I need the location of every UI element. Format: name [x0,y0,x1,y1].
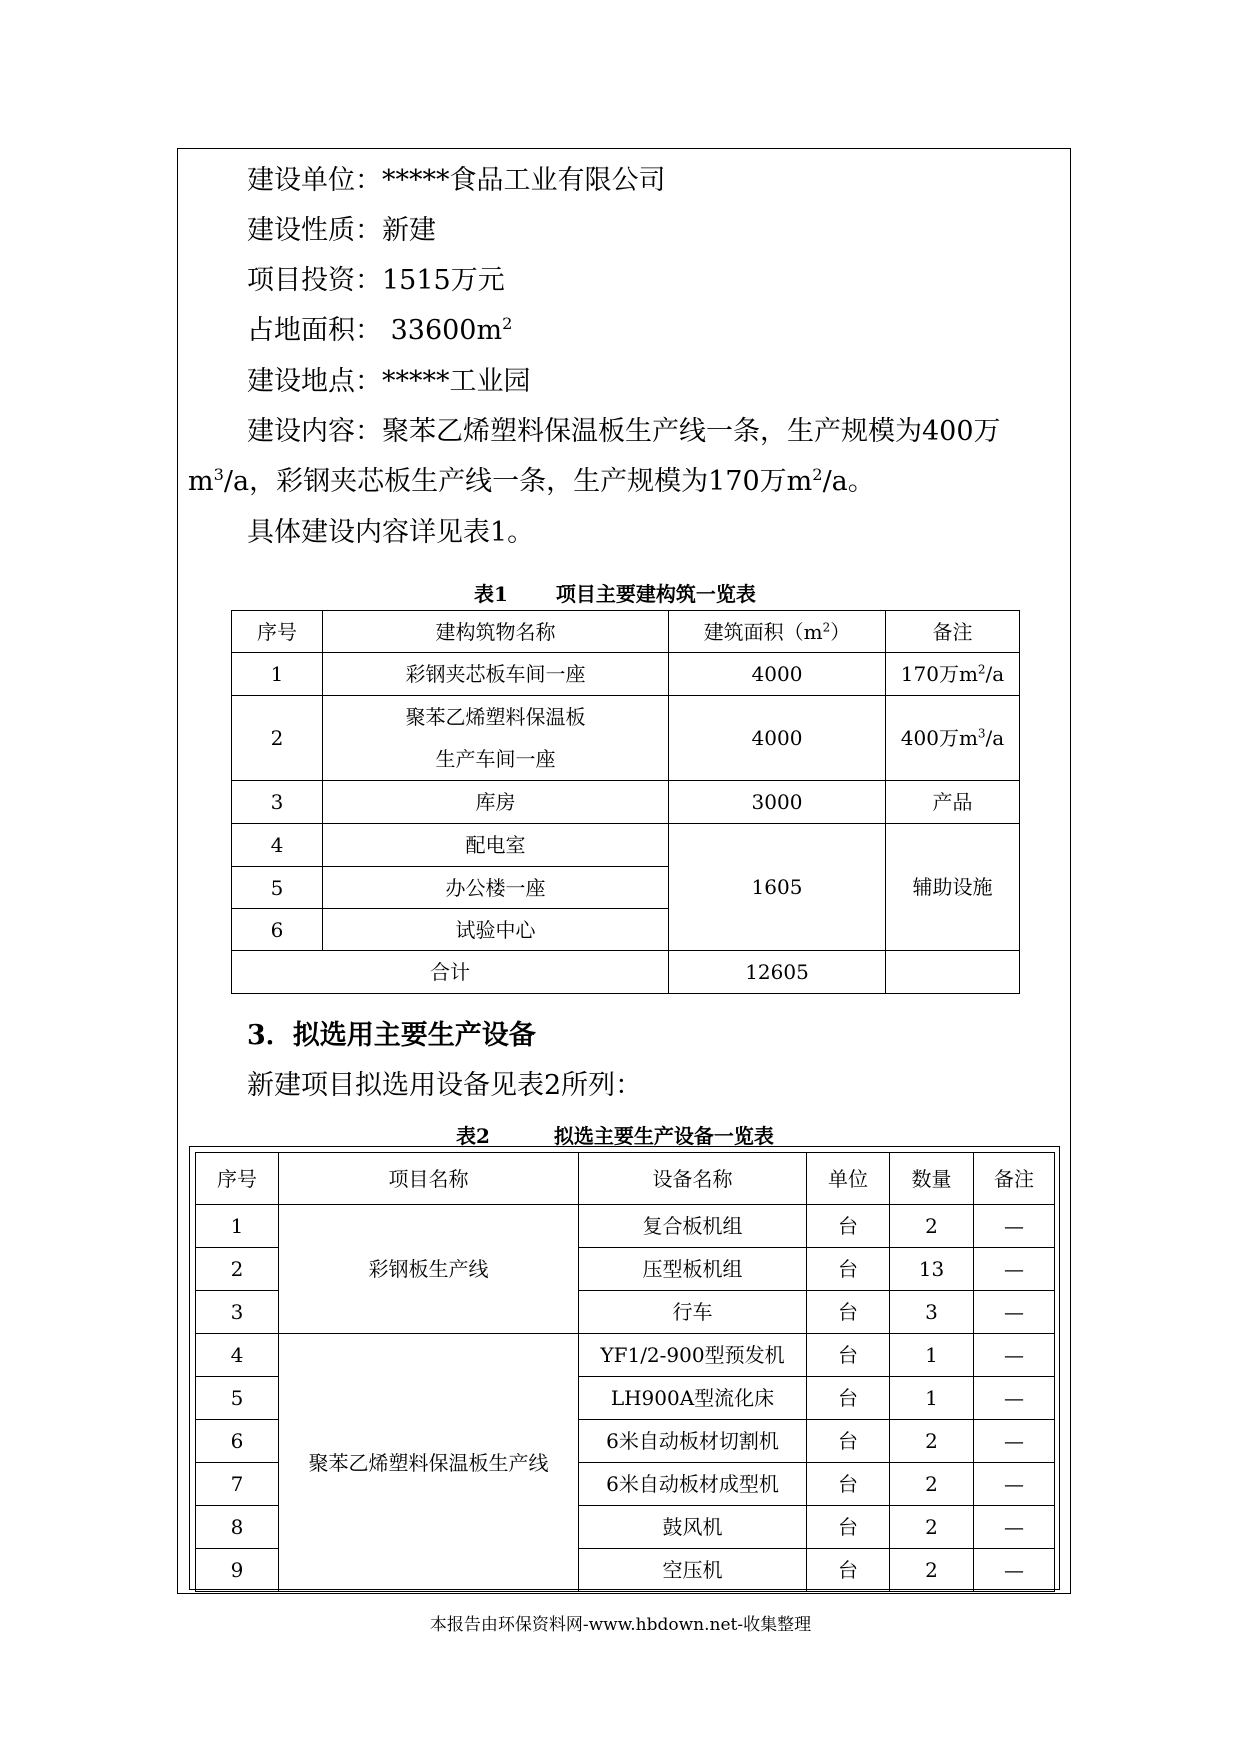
table-row: 6 6米自动板材切割机 台 2 — [196,1420,1055,1463]
area-line: 占地面积： $33600m^2$ [247,314,513,346]
content-line: 建设内容：聚苯乙烯塑料保温板生产线一条，生产规模为400万 [247,416,1001,447]
build-unit-line: 建设单位：*****食品工业有限公司 [247,165,666,196]
table-header-row: 序号 项目名称 设备名称 单位 数量 备注 [196,1153,1055,1205]
investment-line: 项目投资：1515万元 [247,265,505,296]
header-cell: 序号 [232,611,323,653]
table1-caption: 表1 项目主要建构筑一览表 [474,582,756,606]
table-total-row: 合计 12605 [232,951,1020,994]
table-row: 3 库房 3000 产品 [232,781,1020,824]
section3-heading: 3．拟选用主要生产设备 [247,1020,536,1051]
header-cell: 备注 [886,611,1020,653]
see-table-line: 具体建设内容详见表1。 [247,517,535,548]
buildings-table [231,610,1020,994]
table-row: 4 聚苯乙烯塑料保温板生产线 YF1/2-900型预发机 台 1 — [196,1334,1055,1377]
location-line: 建设地点：*****工业园 [247,366,531,397]
table-row: 1 彩钢板生产线 复合板机组 台 2 — [196,1205,1055,1248]
table-row: 1 彩钢夹芯板车间一座 4000 170万$m^2/a$ [232,653,1020,696]
table-row: 6 试验中心 [232,909,1020,951]
table-row: 4 配电室 1605 辅助设施 [232,824,1020,867]
content-line-cont: $m^3/a$，彩钢夹芯板生产线一条，生产规模为170万$m^2/a$。 [188,465,875,497]
header-cell: 建筑面积$(m^2)$ [669,611,886,653]
table-row: 2 压型板机组 台 13 — [196,1248,1055,1291]
table2-caption: 表2 拟选主要生产设备一览表 [456,1124,774,1148]
equipment-table [195,1152,1055,1592]
table-row: 5 办公楼一座 [232,867,1020,909]
table-header-row [232,611,1020,653]
table-row: 8 鼓风机 台 2 — [196,1506,1055,1549]
table-row: 9 空压机 台 2 — [196,1549,1055,1592]
table-row: 2 聚苯乙烯塑料保温板 生产车间一座 4000 400万$m^3/a$ [232,696,1020,781]
table-row: 5 LH900A型流化床 台 1 — [196,1377,1055,1420]
table-row: 3 行车 台 3 — [196,1291,1055,1334]
table-row: 7 6米自动板材成型机 台 2 — [196,1463,1055,1506]
section3-intro: 新建项目拟选用设备见表2所列： [247,1070,643,1101]
build-nature-line: 建设性质：新建 [247,215,436,246]
footer-source-note: 本报告由环保资料网-www.hbdown.net-收集整理 [429,1615,812,1635]
header-cell: 建构筑物名称 [323,611,669,653]
